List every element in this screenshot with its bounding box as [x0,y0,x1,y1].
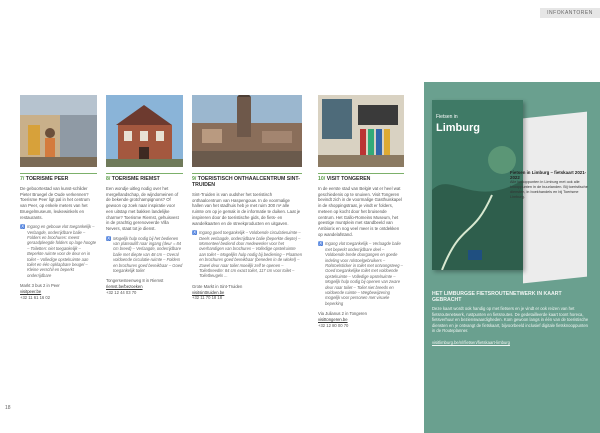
column-visit-tongeren [318,95,404,328]
website-link[interactable]: riemst.be/bezoeken [106,284,143,290]
feature-paragraph: Deze kaart wordt ook handig op met fietsers en je vindt er ook reizen van het fietsroutenetwerk, rustpunten en fietsroutes. De gedetailleerde kaart toont horeca, fietsverhuur en bezienswaardigheden. Kom gewoon langs in één van de toeristische diensten en je ontvangt de fietskaart, bijvoorbeeld inclusief digitale fietsknooppunten in de Routeplanner. [432,306,589,334]
accessibility-note: ♿ Ingang en gebouw vlot toegankelijk – Verlaagde, onderrijdbare balie – Folders en brochures: meest geraadpleegde folders op lage hoogte – Toiletten: niet toegankelijk – Beperkte ruimte voor de deur en in toilet – Volledige opstelruimte aan toilet en één opklapbare beugel – Kleine verschil en beperkt onderrijdbare [20,224,97,278]
phone-number: +32 12 44 03 70 [106,289,137,295]
section-title: 8/ TOERISME RIEMST [106,173,183,182]
contact-block [106,278,183,295]
wheelchair-icon: ♿ [106,235,112,241]
address: Tongersesteenweg 8 in Riemst [106,278,164,284]
section-title: 9/ TOERISTISCH ONTHAALCENTRUM SINT-TRUIDEN [192,173,302,188]
phone-number: +32 12 80 00 70 [318,322,349,328]
feature-heading: HET LIMBURGSE FIETSROUTENETWERK IN KAART GEBRACHT [432,291,562,303]
wheelchair-icon: ♿ [192,230,198,236]
feature-link[interactable]: visitlimburg.be/nl/fietsen/fietskaart-limburg [432,339,510,345]
contact-block [192,284,302,301]
feature-text [432,291,592,345]
address: Via Julianus 2 in Tongeren [318,311,367,317]
section-body: Sint-Truiden is van oudsher het toeristisch onthaalcentrum van Haspengouw. In de voormalige hallen van het stadhuis heb je met ruim 300 m² alle ruimte om op je gemak in de informatie te duiken. Laat je inspireren door de toeristische gids, de fiets- en wandelkaarten en de streekproducten en uitgaven. [192,192,301,226]
accessibility-note: ♿ Ingang vlot toegankelijk – Verlaagde balie met beperkt onderrijdbare deel – Voldoende brede doorgangen en goede indeling voor rolstoelgebruikers – Rolstoelsticker in toilet met ontvangsteeg – Goed toegankelijke toilet met voldoende opstelruimte – Volledige opstelruimte – Mogelijk hulp nodig bij openen van zware deur naar toilet – Toilet niet breeds en voldoende ruimte – Wegbewijzering mogelijk voor personen met visuele beperking [318,241,403,306]
book-title: Fietsen in Limburg [436,114,480,134]
phone-number: +32 11 70 18 18 [192,295,223,301]
column-toerisme-peer [20,95,97,300]
column-toerisme-riemst [106,95,183,296]
address: Grote Markt in Sint-Truiden [192,283,243,289]
section-tab: INFOKANTOREN [540,8,600,18]
address: Markt 3 bus 2 in Peer [20,283,60,289]
contact-block [20,283,97,300]
section-body: In de eerste stad van België vat er heel wat geschiedenis op te snuiven. Visit Tongeren bevindt zich in de voormalige Gasthuiskapel in de shoppingstraat, je vindt er folders, meteen op kocht door het bruisende centrum. Het Gallo-Romeins Museum, het geestige muntplein met standbeeld van Ambiorix en nog veel meer is te ontdekken op wandelafstand. [318,186,402,237]
column-sint-truiden [192,95,302,301]
wheelchair-icon: ♿ [318,241,324,247]
website-link[interactable]: visittongeren.be [318,316,348,322]
accessibility-note: ♿ Mogelijk hulp nodig bij het bedienen van plateaulift naar ingang (deur = 84 cm breed) – Verlaagde, onderrijdbare balie met diepte van 48 cm – Overal voldoende circulatie-ruimte – Folders en brochures goed bereikbaar – Goed toegankelijk toilet [106,235,183,274]
phone-number: +32 11 61 16 02 [20,294,51,300]
section-title: 7/ TOERISME PEER [20,173,97,182]
section-body: Een wondje uitleg nodig over het mergellandschap, de wijndomeinen of de bekende grotchampignons? Of gewoon op zoek naar inspiratie voor een uitstap met bakken landelijke charme? Toerisme Riemst, gehuisvest in de prachtig gerenoveerde Villa Nevers, staat tot je dienst. [106,186,179,231]
section-title: 10/ VISIT TONGEREN [318,173,404,182]
book-blurb: Fietsen in Limburg – fietskaart 2021-2022 Alle knooppunten in Limburg met ook alle knooppunten in de buurlanden. Bij toeristische diensten, in boekhandels en bij Toerisme Limburg. [510,170,588,199]
section-body: De geboortestad van kunst-schilder Pieter Bruegel de Oude verkennen? Toerisme Peer ligt pal in het centrum van Peer, op enkele meters van het Bruegelmuseum, leukewinkels en restaurants. [20,186,90,220]
page-number: 18 [5,405,11,411]
accessibility-note: ♿ Ingang goed toegankelijk – Voldoende circulatieruimte – Deels verlaagde, onderrijdbare balie (beperkte diepte) – Momenteel bediend door medewerker voor het overhandigen van brochures – Volledige opstelruimte aan toilet – Mogelijks hulp nodig bij bediening – Plaatsen en brochures goed bereikbaar (beneden in de winkel) – Zowel deur naar toilet moeilijk zelf te openen – Toiletbreedte: 84 cm exact toilet, 117 cm voor toilet – Toiletbeugels ... [192,230,302,279]
website-link[interactable]: visitsinttruiden.be [192,289,225,295]
wheelchair-icon: ♿ [20,224,26,230]
website-link[interactable]: visitpeer.be [20,288,42,294]
contact-block [318,311,404,328]
